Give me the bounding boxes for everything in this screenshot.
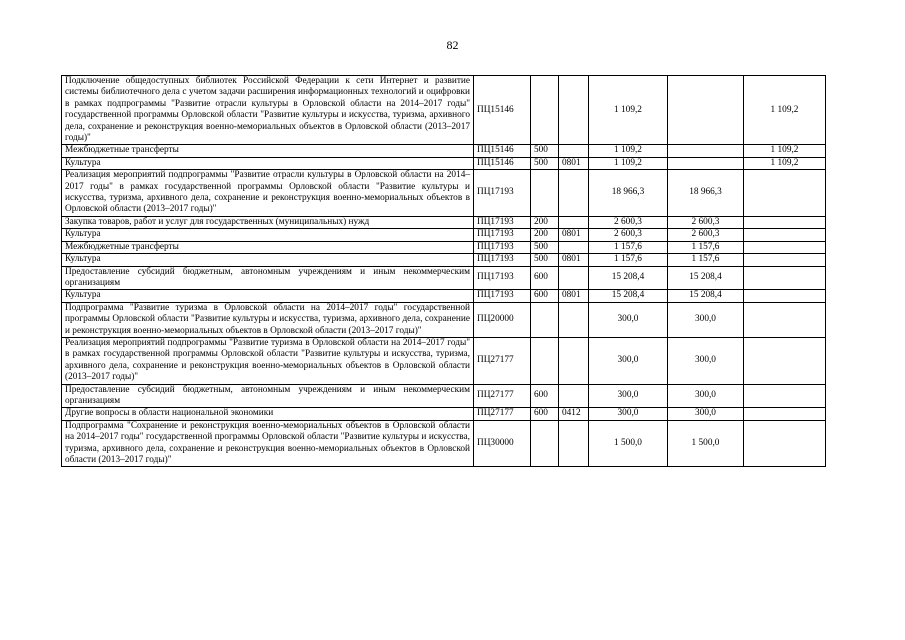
row-code: ПЦ27177 (474, 384, 531, 408)
row-value-1: 1 109,2 (589, 157, 668, 169)
row-value-1: 1 157,6 (589, 254, 668, 266)
row-value-3 (744, 254, 826, 266)
row-expense-type: 500 (531, 254, 559, 266)
row-name: Реализация мероприятий подпрограммы "Развитие туризма в Орловской области на 2014–2017 годы" в рамках государственной программы Орловской области "Развитие культуры и искусства, туризма, архивного дела, сохранение и реконструкция военно-мемориальных объектов в Орловской области (2013–2017 годы)" (62, 337, 474, 384)
row-value-2: 2 600,3 (668, 216, 744, 228)
row-value-2: 15 208,4 (668, 266, 744, 290)
row-value-1: 2 600,3 (589, 229, 668, 241)
row-value-2: 1 157,6 (668, 241, 744, 253)
row-section (559, 170, 589, 217)
row-expense-type (531, 76, 559, 145)
row-value-1: 2 600,3 (589, 216, 668, 228)
table-row (62, 302, 826, 337)
row-code: ПЦ17193 (474, 254, 531, 266)
row-value-3 (744, 384, 826, 408)
row-value-2: 1 157,6 (668, 254, 744, 266)
row-expense-type: 500 (531, 145, 559, 157)
row-name: Культура (62, 157, 474, 169)
row-value-1: 300,0 (589, 337, 668, 384)
table-row (62, 76, 826, 145)
row-code: ПЦ17193 (474, 170, 531, 217)
row-value-3 (744, 216, 826, 228)
table-row (62, 420, 826, 467)
table-row (62, 384, 826, 408)
row-value-2: 300,0 (668, 337, 744, 384)
row-code: ПЦ17193 (474, 229, 531, 241)
row-value-3 (744, 420, 826, 467)
row-value-1: 15 208,4 (589, 266, 668, 290)
row-expense-type: 200 (531, 216, 559, 228)
row-code: ПЦ15146 (474, 145, 531, 157)
row-expense-type (531, 420, 559, 467)
row-section: 0801 (559, 157, 589, 169)
row-section: 0801 (559, 290, 589, 302)
table-row (62, 170, 826, 217)
row-value-2: 15 208,4 (668, 290, 744, 302)
table-row (62, 229, 826, 241)
row-expense-type: 600 (531, 408, 559, 420)
row-code: ПЦ30000 (474, 420, 531, 467)
page-number: 82 (446, 38, 459, 52)
row-expense-type: 600 (531, 290, 559, 302)
row-code: ПЦ15146 (474, 157, 531, 169)
row-value-2: 300,0 (668, 384, 744, 408)
row-value-1: 1 109,2 (589, 76, 668, 145)
row-section (559, 384, 589, 408)
row-expense-type: 200 (531, 229, 559, 241)
row-expense-type: 500 (531, 157, 559, 169)
row-section (559, 145, 589, 157)
row-name: Подпрограмма "Сохранение и реконструкция военно-мемориальных объектов в Орловской области на 2014–2017 годы" государственной программы Орловской области "Развитие культуры и искусства, туризма, архивного дела, сохранение и реконструкция военно-мемориальных объектов в Орловской области (2013–2017 годы)" (62, 420, 474, 467)
table-row (62, 157, 826, 169)
row-expense-type (531, 302, 559, 337)
row-section (559, 266, 589, 290)
row-value-1: 1 157,6 (589, 241, 668, 253)
row-value-2 (668, 157, 744, 169)
row-section (559, 420, 589, 467)
row-expense-type: 600 (531, 266, 559, 290)
row-code: ПЦ17193 (474, 216, 531, 228)
row-code: ПЦ15146 (474, 76, 531, 145)
row-name: Подпрограмма "Развитие туризма в Орловской области на 2014–2017 годы" государственной программы Орловской области "Развитие культуры и искусства, туризма, архивного дела, сохранение и реконструкция военно-мемориальных объектов в Орловской области (2013–2017 годы)" (62, 302, 474, 337)
table-row (62, 266, 826, 290)
row-section (559, 76, 589, 145)
row-section: 0801 (559, 254, 589, 266)
row-name: Другие вопросы в области национальной экономики (62, 408, 474, 420)
row-value-2: 18 966,3 (668, 170, 744, 217)
row-name: Культура (62, 229, 474, 241)
row-name: Подключение общедоступных библиотек Российской Федерации к сети Интернет и развитие системы библиотечного дела с учетом задачи расширения информационных технологий и оцифровки в рамках подпрограммы "Развитие отрасли культуры в Орловской области на 2014–2017 годы" государственной программы Орловской области "Развитие культуры и искусства, туризма, архивного дела, сохранение и реконструкция военно-мемориальных объектов в Орловской области (2013–2017 годы)" (62, 76, 474, 145)
row-value-3: 1 109,2 (744, 145, 826, 157)
row-value-3 (744, 290, 826, 302)
row-section (559, 337, 589, 384)
row-value-1: 300,0 (589, 384, 668, 408)
row-expense-type: 600 (531, 384, 559, 408)
table-row (62, 254, 826, 266)
budget-table-body (62, 76, 826, 467)
row-code: ПЦ27177 (474, 337, 531, 384)
row-value-2: 1 500,0 (668, 420, 744, 467)
row-section (559, 216, 589, 228)
row-name: Культура (62, 254, 474, 266)
row-value-1: 15 208,4 (589, 290, 668, 302)
table-row (62, 241, 826, 253)
row-value-2 (668, 145, 744, 157)
row-value-3: 1 109,2 (744, 76, 826, 145)
table-row (62, 290, 826, 302)
row-value-1: 1 109,2 (589, 145, 668, 157)
row-section (559, 302, 589, 337)
row-name: Реализация мероприятий подпрограммы "Развитие отрасли культуры в Орловской области на 2014–2017 годы" в рамках государственной программы Орловской области "Развитие культуры и искусства, туризма, архивного дела, сохранение и реконструкция военно-мемориальных объектов в Орловской области (2013–2017 годы)" (62, 170, 474, 217)
row-section: 0412 (559, 408, 589, 420)
row-expense-type (531, 337, 559, 384)
row-value-3 (744, 170, 826, 217)
table-row (62, 216, 826, 228)
row-name: Межбюджетные трансферты (62, 241, 474, 253)
row-name: Предоставление субсидий бюджетным, автономным учреждениям и иным некоммерческим организациям (62, 384, 474, 408)
table-row (62, 145, 826, 157)
row-name: Межбюджетные трансферты (62, 145, 474, 157)
row-expense-type (531, 170, 559, 217)
row-value-2 (668, 76, 744, 145)
row-code: ПЦ17193 (474, 290, 531, 302)
row-value-1: 300,0 (589, 408, 668, 420)
row-value-1: 1 500,0 (589, 420, 668, 467)
row-value-2: 2 600,3 (668, 229, 744, 241)
row-name: Культура (62, 290, 474, 302)
budget-table (61, 75, 826, 467)
row-code: ПЦ17193 (474, 266, 531, 290)
row-name: Закупка товаров, работ и услуг для государственных (муниципальных) нужд (62, 216, 474, 228)
row-value-3 (744, 266, 826, 290)
row-section: 0801 (559, 229, 589, 241)
row-value-3 (744, 408, 826, 420)
row-value-3: 1 109,2 (744, 157, 826, 169)
row-value-3 (744, 302, 826, 337)
row-value-2: 300,0 (668, 408, 744, 420)
row-value-3 (744, 229, 826, 241)
row-name: Предоставление субсидий бюджетным, автономным учреждениям и иным некоммерческим организациям (62, 266, 474, 290)
row-value-1: 18 966,3 (589, 170, 668, 217)
row-expense-type: 500 (531, 241, 559, 253)
row-code: ПЦ20000 (474, 302, 531, 337)
table-row (62, 337, 826, 384)
row-value-2: 300,0 (668, 302, 744, 337)
row-value-3 (744, 337, 826, 384)
row-code: ПЦ27177 (474, 408, 531, 420)
table-row (62, 408, 826, 420)
row-code: ПЦ17193 (474, 241, 531, 253)
row-value-3 (744, 241, 826, 253)
row-value-1: 300,0 (589, 302, 668, 337)
row-section (559, 241, 589, 253)
